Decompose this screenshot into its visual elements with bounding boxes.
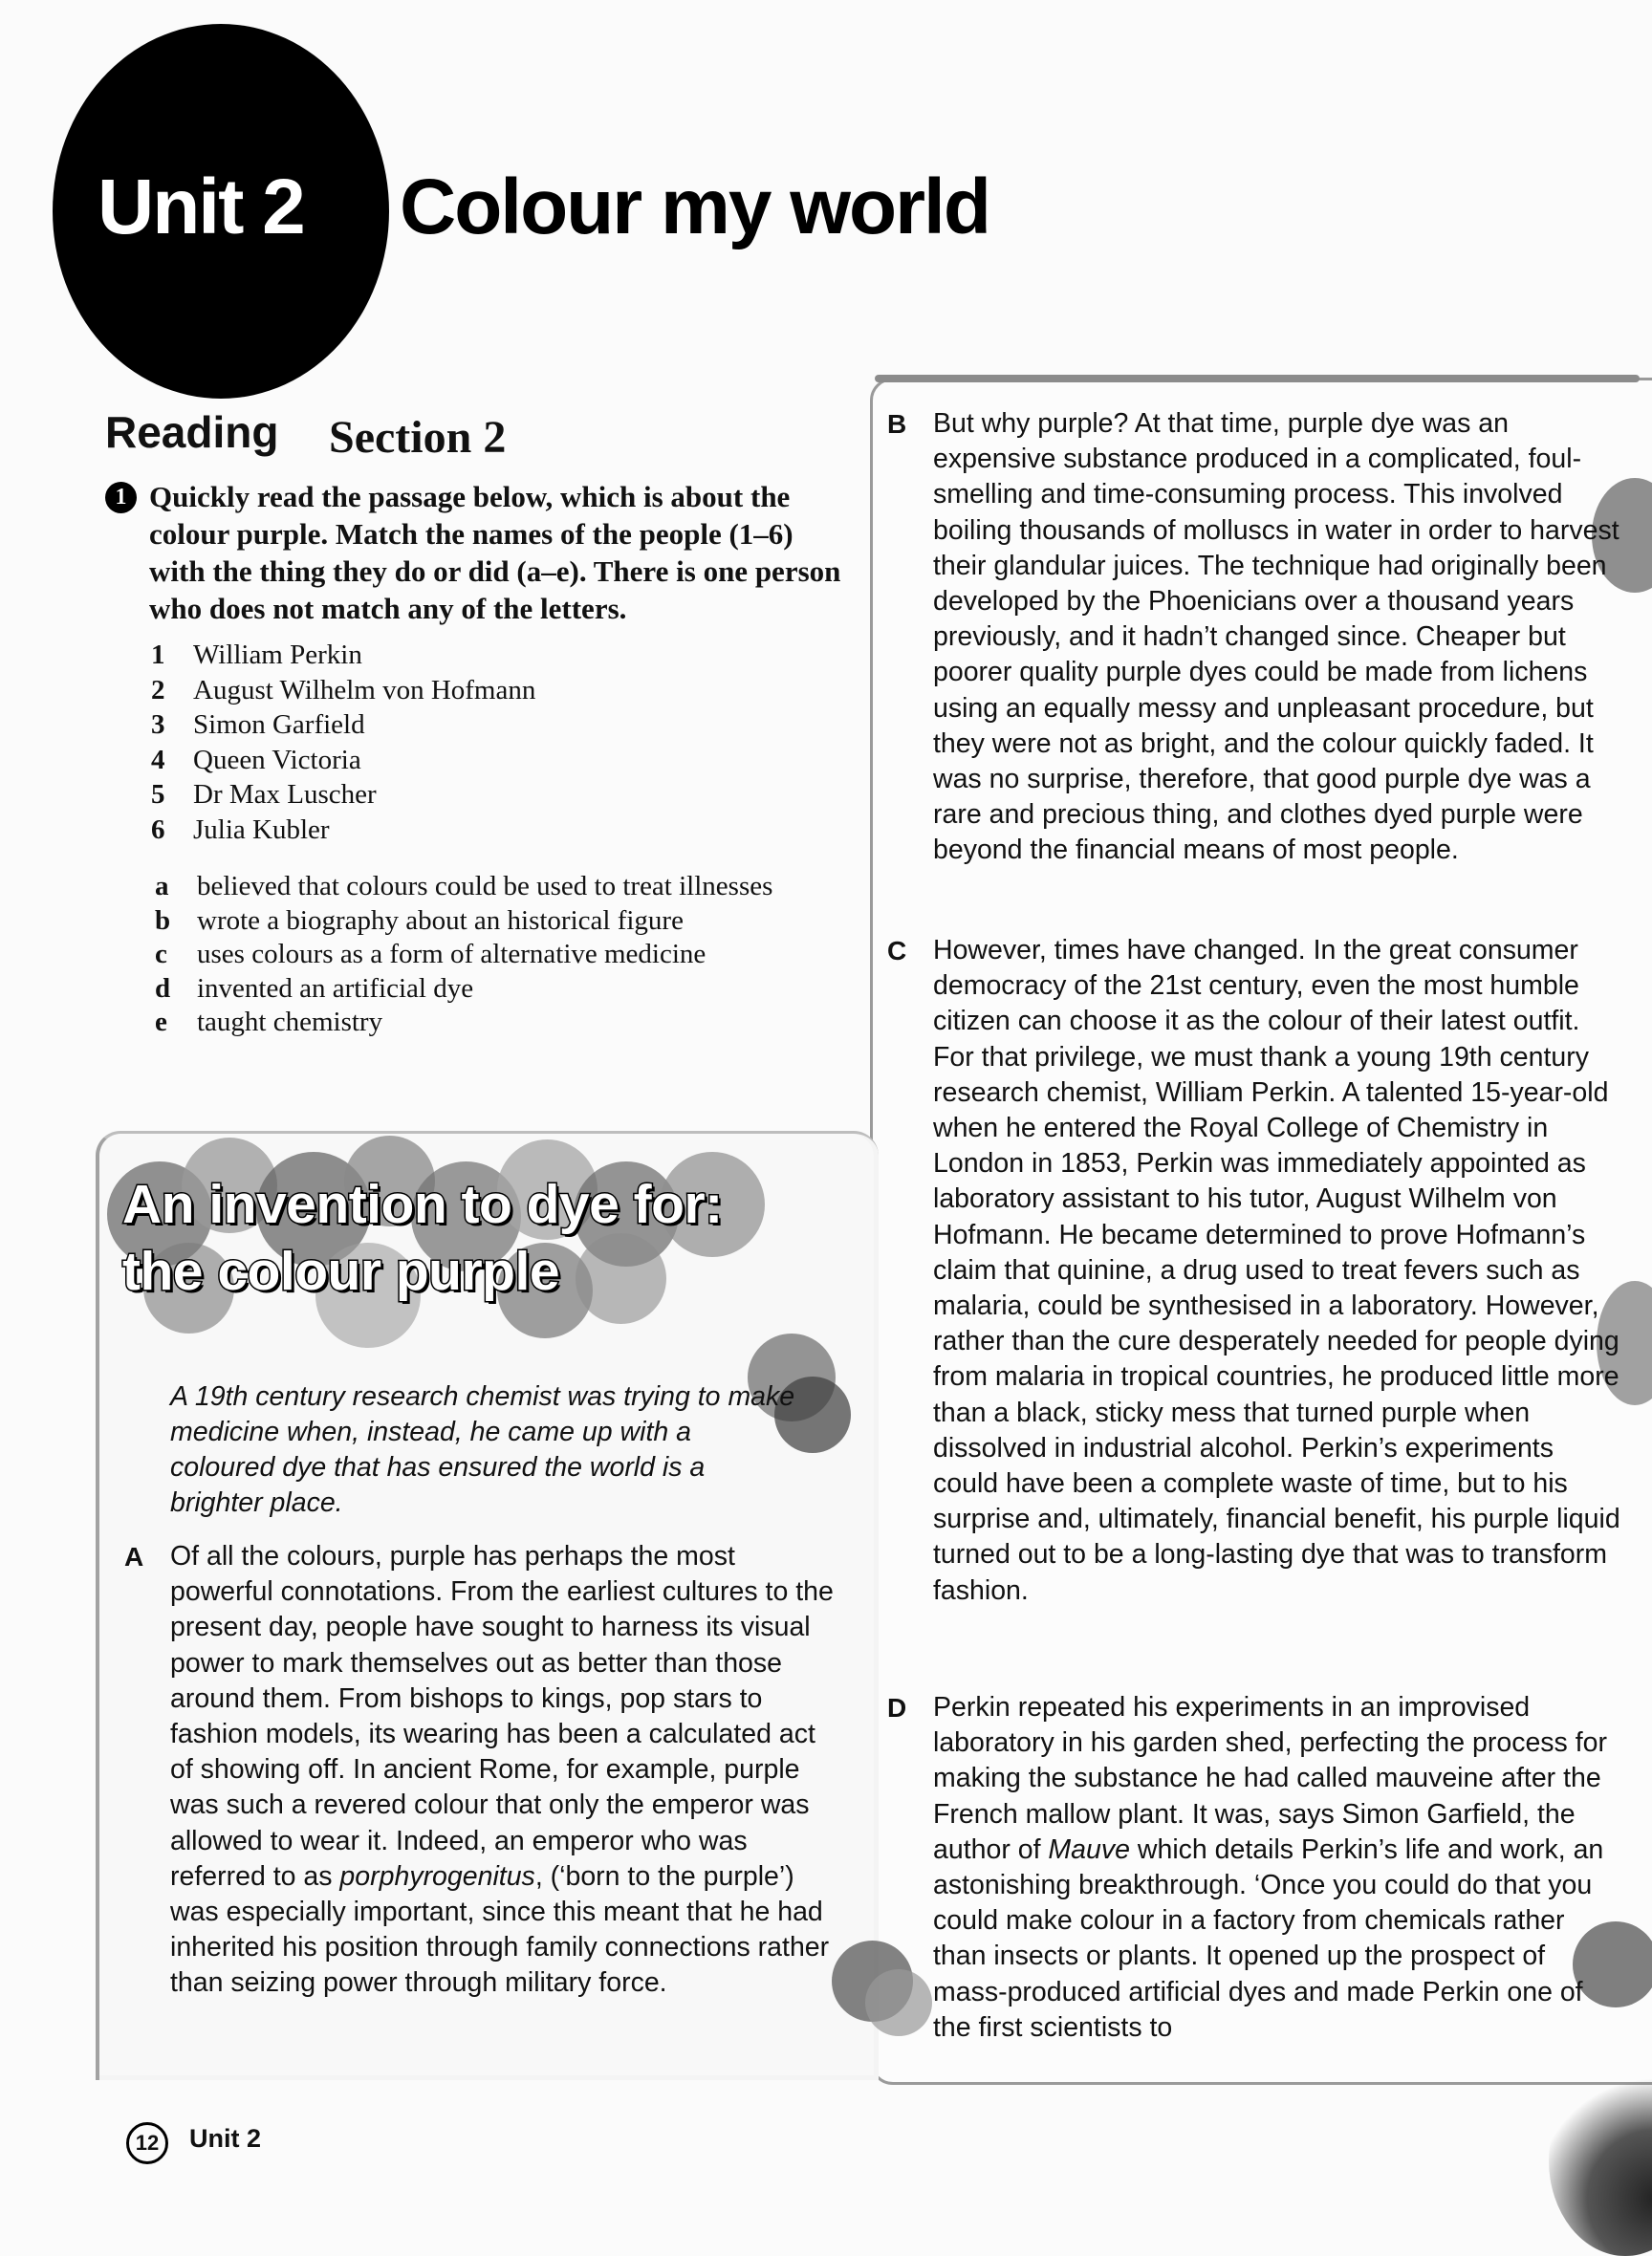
item-letter: c [155, 939, 167, 969]
list-item [151, 813, 725, 848]
action-text: uses colours as a form of alternative medicine [197, 939, 706, 969]
paragraph-c [887, 933, 1621, 1609]
list-item [155, 870, 843, 904]
item-number: 5 [151, 779, 165, 810]
list-item [155, 972, 843, 1007]
article-title-line: the colour purple [122, 1241, 560, 1302]
article-title [122, 1171, 849, 1305]
reading-heading: Reading [105, 407, 279, 457]
paragraph-text: Perkin repeated his experiments in an improvised laboratory in his garden shed, perfecting the process for making the substance he had called mauveine after the French mallow plant. It was, says Simon Garfield, the author of [933, 1692, 1607, 1865]
paragraph-term: porphyrogenitus [339, 1860, 535, 1892]
paragraph-b [887, 406, 1621, 869]
paragraph-text: , (‘born to the purple’) was especially important, since this meant that he had inherited his position through family connections rather than seizing power through military force. [170, 1860, 830, 1999]
item-number: 4 [151, 744, 165, 775]
exercise-text: Quickly read the passage below, which is about the colour purple. Match the names of the people (1–6) with the thing they do or did (a–e). There is one person who does not match any of the letters. [149, 480, 841, 625]
item-letter: a [155, 871, 169, 901]
paragraph-letter: D [887, 1693, 907, 1723]
page-number: 12 [126, 2122, 168, 2164]
action-text: taught chemistry [197, 1007, 383, 1037]
section-heading: Section 2 [329, 412, 507, 463]
paragraph-letter: B [887, 409, 907, 439]
person-name: August Wilhelm von Hofmann [193, 674, 536, 705]
item-number: 3 [151, 709, 165, 740]
item-number: 1 [151, 640, 165, 670]
people-list [151, 638, 725, 847]
action-text: invented an artificial dye [197, 972, 474, 1004]
book-title: Mauve [1048, 1833, 1130, 1865]
paragraph-d [887, 1690, 1621, 2046]
person-name: Dr Max Luscher [193, 779, 377, 810]
exercise-number: 1 [105, 482, 137, 513]
list-item [151, 638, 725, 673]
footer-unit-label: Unit 2 [189, 2124, 262, 2153]
person-name: William Perkin [193, 640, 362, 670]
paragraph-a [124, 1539, 839, 2002]
list-item [151, 673, 725, 708]
list-item [151, 743, 725, 778]
list-item [151, 777, 725, 813]
actions-list [155, 870, 843, 1040]
paragraph-text: Of all the colours, purple has perhaps the most powerful connotations. From the earliest cultures to the present day, people have sought to harness its visual power to mark themselves out as better than those around them. From bishops to kings, pop stars to fashion models, its wearing has been a calculated act of showing off. In ancient Rome, for example, purple was such a revered colour that only the emperor was allowed to wear it. Indeed, an emperor who was referred to as [170, 1541, 834, 1892]
action-text: believed that colours could be used to treat illnesses [197, 871, 773, 901]
person-name: Simon Garfield [193, 709, 365, 740]
item-letter: d [155, 972, 171, 1004]
item-letter: b [155, 904, 171, 936]
item-number: 6 [151, 813, 165, 845]
exercise-instruction [105, 478, 851, 627]
action-text: wrote a biography about an historical figure [197, 904, 684, 936]
item-number: 2 [151, 674, 165, 705]
page-corner-shadow [1549, 2065, 1652, 2256]
paragraph-text: However, times have changed. In the great consumer democracy of the 21st century, even the most humble citizen can choose it as the colour of their latest outfit. For that privilege, we must thank a young 19th century research chemist, William Perkin. A talented 15-year-old when he entered the Royal College of Chemistry in London in 1853, Perkin was immediately appointed as laboratory assistant to his tutor, August Wilhelm von Hofmann. He became determined to prove Hofmann’s claim that quinine, a drug used to treat fevers such as malaria, could be synthesised in a laboratory. However, rather than the cure desperately needed for people dying from malaria in tropical countries, he produced little more than a black, sticky mess that turned purple when dissolved in industrial alcohol. Perkin’s experiments could have been a complete waste of time, but to his surprise and, ultimately, financial benefit, his purple liquid turned out to be a long-lasting dye that was to transform fashion. [933, 935, 1620, 1606]
item-letter: e [155, 1007, 167, 1037]
person-name: Queen Victoria [193, 744, 361, 775]
list-item [155, 1006, 843, 1040]
list-item [155, 938, 843, 972]
panel-edge-divider [875, 375, 1640, 382]
person-name: Julia Kubler [193, 813, 330, 845]
paragraph-text: But why purple? At that time, purple dye was an expensive substance produced in a complicated, foul-smelling and time-consuming process. This involved boiling thousands of molluscs in water in order to harvest their glandular juices. The technique had originally been developed by the Phoenicians over a thousand years previously, and it hadn’t changed since. Cheaper but poorer quality purple dyes could be made from lichens using an equally messy and unpleasant procedure, but they were not as bright, and the colour quickly faded. It was no surprise, therefore, that good purple dye was a rare and precious thing, and clothes dyed purple were beyond the financial means of most people. [933, 408, 1619, 866]
article-standfirst: A 19th century research chemist was trying to make medicine when, instead, he came up with a coloured dye that has ensured the world is a brighter place. [170, 1381, 795, 1518]
list-item [151, 707, 725, 743]
article-title-line: An invention to dye for: [122, 1174, 723, 1235]
list-item [155, 904, 843, 939]
paragraph-letter: C [887, 936, 907, 965]
paragraph-letter: A [124, 1542, 144, 1572]
dye-circle-decoration [865, 1969, 932, 2036]
unit-label: Unit 2 [98, 163, 304, 250]
page-title: Colour my world [400, 163, 989, 250]
paragraph-text: which details Perkin’s life and work, an astonishing breakthrough. ‘Once you could do that you could make colour in a factory from chemicals rather than insects or plants. It opened up the prospect of mass-produced artificial dyes and made Perkin one of the first scientists to [933, 1833, 1604, 2043]
